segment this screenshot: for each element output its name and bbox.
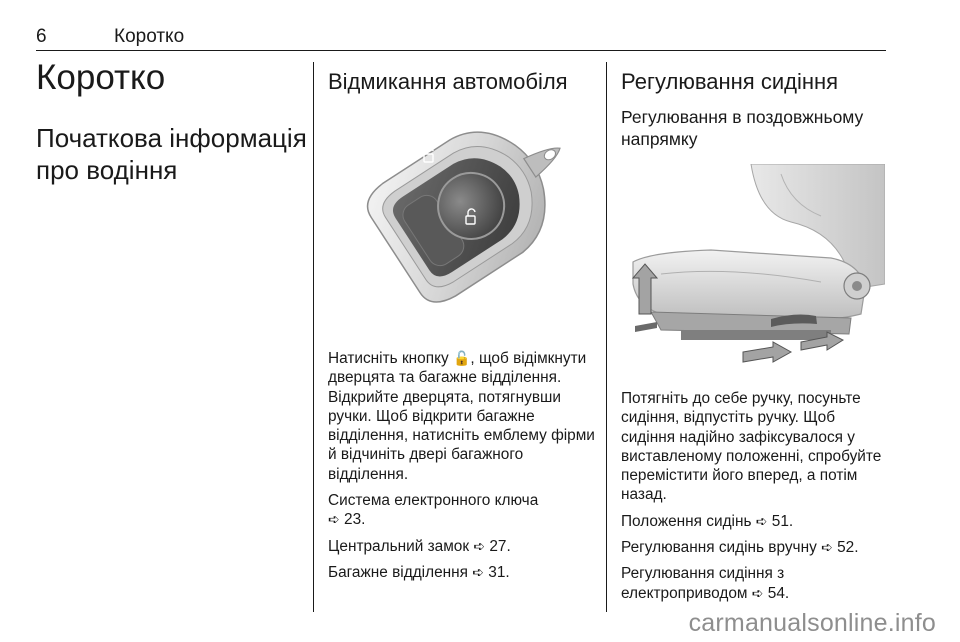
column-3 <box>621 68 885 610</box>
seat-adjustment-heading: Регулювання сидіння <box>621 69 839 94</box>
unlocking-heading: Відмикання автомобіля <box>328 69 568 94</box>
manual-adjustment-paragraph: Регулювання сидінь вручну ➪ 52. <box>621 539 859 557</box>
column-divider-1 <box>313 62 314 612</box>
header-rule <box>36 50 886 51</box>
seat-adjustment-illustration <box>621 164 885 374</box>
page-reference-link[interactable]: 23. <box>344 511 366 529</box>
page-header <box>0 0 960 52</box>
page-reference-link[interactable]: 52. <box>837 539 859 557</box>
page-number: 6 <box>36 26 47 47</box>
page-reference-link[interactable]: 51. <box>771 512 794 530</box>
cross-reference-arrow-icon: ➪ <box>328 511 340 528</box>
key-fob-illustration <box>328 117 596 333</box>
seat-position-paragraph: Положення сидінь ➪ 51. <box>621 512 794 530</box>
cross-reference-arrow-icon: ➪ <box>821 539 833 556</box>
running-title: Коротко <box>114 26 185 47</box>
unlock-paragraph: Натисніть кнопку 🔓, щоб відімкнути дверцята та багажне відділення. Відкрийте дверцята, потягнувши ручки. Щоб відкрити багажне відділення, натисніть емблему фірми й відчиніть двері багажного відділення. <box>328 350 595 483</box>
luggage-compartment-paragraph: Багажне відділення ➪ 31. <box>328 563 510 581</box>
longitudinal-adjustment-subheading: Регулювання в поздовжньому напрямку <box>621 107 864 149</box>
cross-reference-arrow-icon: ➪ <box>472 563 484 580</box>
page-reference-link[interactable]: 27. <box>489 537 511 555</box>
power-adjustment-paragraph: Регулювання сидіння з електроприводом ➪ 54. <box>621 565 790 602</box>
cross-reference-arrow-icon: ➪ <box>755 512 768 529</box>
column-1 <box>36 58 308 186</box>
section-title: Початкова інформація про водіння <box>36 123 307 185</box>
cross-reference-arrow-icon: ➪ <box>751 584 764 601</box>
longitudinal-instructions: Потягніть до себе ручку, посуньте сидіння, відпустіть ручку. Щоб сидіння надійно зафіксувалося у виставленому положенні, спробуйте перемістити його вперед, а потім назад. <box>621 390 882 504</box>
cross-reference-arrow-icon: ➪ <box>473 537 486 554</box>
central-lock-paragraph: Центральний замок ➪ 27. <box>328 537 511 555</box>
unlock-icon: 🔓 <box>452 350 471 366</box>
column-divider-2 <box>606 62 607 612</box>
column-2 <box>328 68 596 589</box>
page-reference-link[interactable]: 31. <box>488 563 510 581</box>
chapter-title: Коротко <box>36 58 166 97</box>
watermark: carmanualsonline.info <box>688 609 936 637</box>
page-reference-link[interactable]: 54. <box>767 584 790 602</box>
electronic-key-paragraph: Система електронного ключа ➪ 23. <box>328 492 539 529</box>
